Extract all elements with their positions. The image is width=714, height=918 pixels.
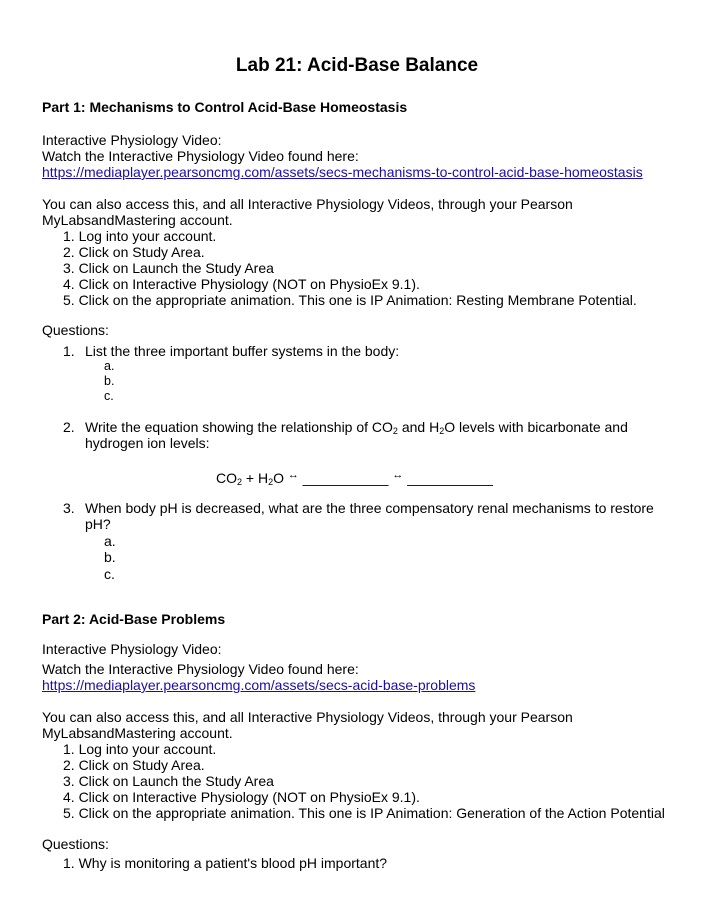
equilibrium-arrow-icon: ↔ <box>392 469 404 481</box>
q3-line2: pH? <box>85 516 111 532</box>
part2-access-line1: You can also access this, and all Interactive Physiology Videos, through your Pearson <box>42 709 573 725</box>
q3-number: 3. <box>63 500 75 516</box>
q1-number: 1. <box>63 343 75 359</box>
q2-line2: hydrogen ion levels: <box>85 435 210 451</box>
q1-text: List the three important buffer systems in the body: <box>85 343 400 359</box>
q2-line1: Write the equation showing the relationship of $CO_2$ and $H_2O$ levels with bicarbonate and <box>85 419 628 436</box>
part1-step: 4. Click on Interactive Physiology (NOT on PhysioEx 9.1). <box>63 276 420 292</box>
part2-video-label: Interactive Physiology Video: <box>42 641 222 657</box>
part2-step: 1. Log into your account. <box>63 741 217 757</box>
part2-watch-text: Watch the Interactive Physiology Video found here: <box>42 661 359 677</box>
part1-watch-text: Watch the Interactive Physiology Video found here: <box>42 148 359 164</box>
part2-step: 5. Click on the appropriate animation. This one is IP Animation: Generation of the Action Potential <box>63 805 665 821</box>
q1-sub-a: a. <box>104 359 115 373</box>
part1-video-label: Interactive Physiology Video: <box>42 132 222 148</box>
q3-sub-b: b. <box>104 549 116 565</box>
part1-video-link[interactable]: https://mediaplayer.pearsoncmg.com/assets/secs-mechanisms-to-control-acid-base-homeostasis <box>42 164 643 180</box>
document-title: Lab 21: Acid-Base Balance <box>235 55 479 76</box>
part2-step: 2. Click on Study Area. <box>63 757 205 773</box>
part1-access-line1: You can also access this, and all Interactive Physiology Videos, through your Pearson <box>42 196 573 212</box>
part1-step: 3. Click on Launch the Study Area <box>63 260 274 276</box>
part1-heading: Part 1: Mechanisms to Control Acid-Base Homeostasis <box>42 99 408 115</box>
q3-sub-c: c. <box>104 566 115 582</box>
part2-step: 4. Click on Interactive Physiology (NOT on PhysioEx 9.1). <box>63 789 420 805</box>
part1-access-line2: MyLabsandMastering account. <box>42 212 233 228</box>
part2-questions-label: Questions: <box>42 836 109 852</box>
part2-step: 3. Click on Launch the Study Area <box>63 773 274 789</box>
equation: $CO_2 + H_2O$ ↔ ___________ ↔ ___________ <box>216 469 493 487</box>
part1-step: 5. Click on the appropriate animation. This one is IP Animation: Resting Membrane Potential. <box>63 292 637 308</box>
part1-questions-label: Questions: <box>42 322 109 338</box>
q1-sub-b: b. <box>104 374 115 388</box>
part2-heading: Part 2: Acid-Base Problems <box>42 611 226 627</box>
q2-number: 2. <box>63 419 75 435</box>
q3-line1: When body pH is decreased, what are the three compensatory renal mechanisms to restore <box>85 500 654 516</box>
equilibrium-arrow-icon: ↔ <box>287 469 299 481</box>
part2-q1: 1. Why is monitoring a patient's blood pH important? <box>63 855 388 871</box>
q1-sub-c: c. <box>104 389 114 403</box>
part2-video-link[interactable]: https://mediaplayer.pearsoncmg.com/assets/secs-acid-base-problems <box>42 677 476 693</box>
part1-step: 2. Click on Study Area. <box>63 244 205 260</box>
q3-sub-a: a. <box>104 533 116 549</box>
equation-blank: ___________ <box>298 470 393 486</box>
part2-access-line2: MyLabsandMastering account. <box>42 725 233 741</box>
equation-blank: ___________ <box>403 470 493 486</box>
part1-step: 1. Log into your account. <box>63 228 217 244</box>
